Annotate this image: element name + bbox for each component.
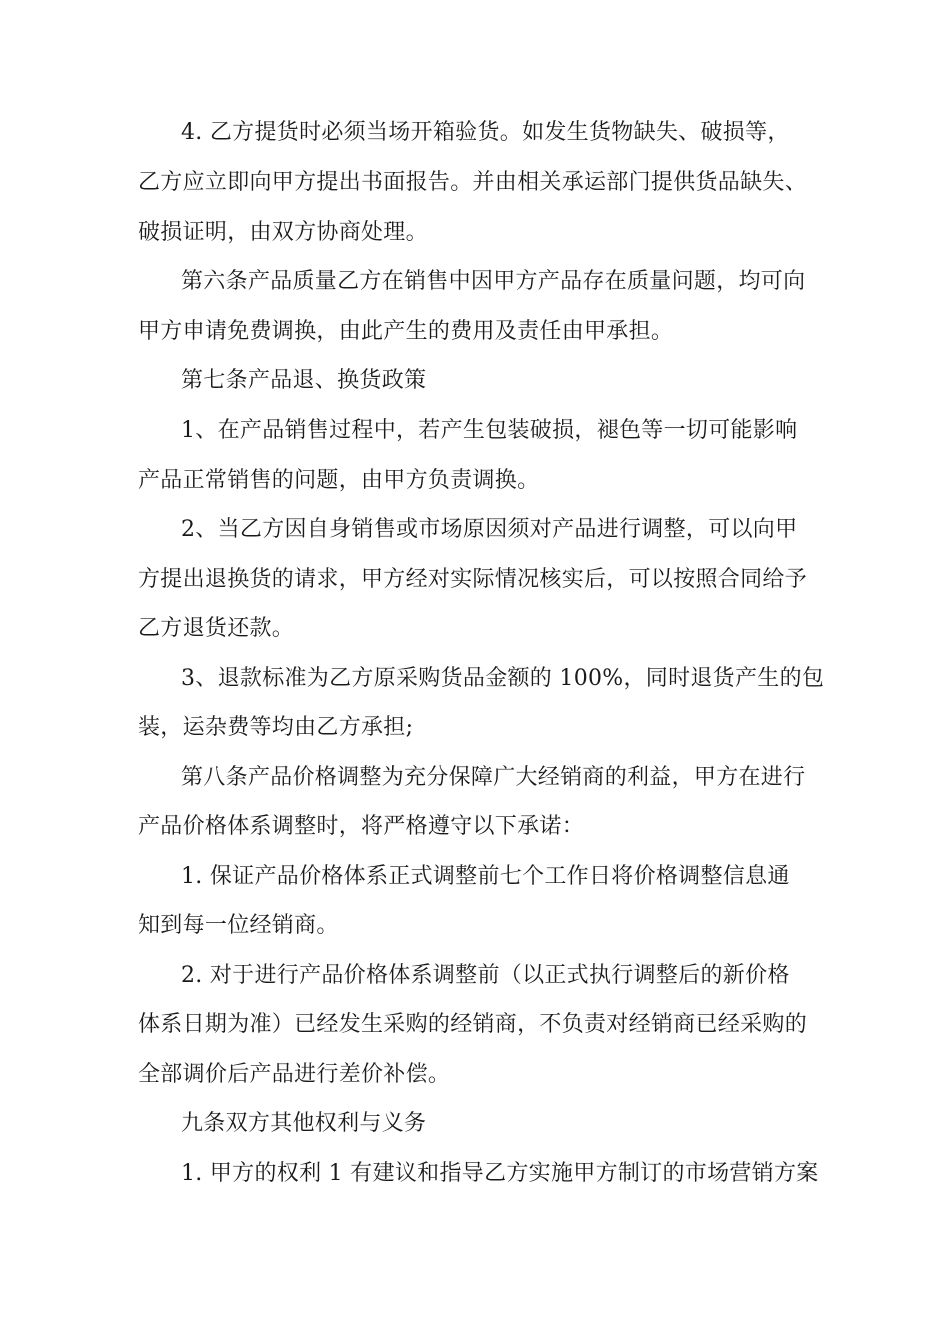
paragraph-line: 知到每一位经销商。 — [138, 913, 339, 938]
paragraph-line: 体系日期为准）已经发生采购的经销商，不负责对经销商已经采购的 — [138, 1012, 808, 1037]
paragraph-line: 方提出退换货的请求，甲方经对实际情况核实后，可以按照合同给予 — [138, 567, 808, 592]
paragraph-line: 2. 对于进行产品价格体系调整前（以正式执行调整后的新价格 — [181, 963, 790, 988]
paragraph-line: 第八条产品价格调整为充分保障广大经销商的利益，甲方在进行 — [181, 765, 806, 790]
paragraph-line: 全部调价后产品进行差价补偿。 — [138, 1062, 451, 1087]
paragraph-line: 甲方申请免费调换，由此产生的费用及责任由甲承担。 — [138, 319, 674, 344]
paragraph-line: 1、在产品销售过程中，若产生包装破损，褪色等一切可能影响 — [181, 418, 798, 443]
paragraph-line: 3、退款标准为乙方原采购货品金额的 100%，同时退货产生的包 — [181, 666, 825, 691]
paragraph-line: 1. 甲方的权利 1 有建议和指导乙方实施甲方制订的市场营销方案 — [181, 1161, 819, 1186]
paragraph-line: 产品价格体系调整时，将严格遵守以下承诺： — [138, 814, 585, 839]
paragraph-line: 乙方应立即向甲方提出书面报告。并由相关承运部门提供货品缺失、 — [138, 170, 808, 195]
section-heading: 九条双方其他权利与义务 — [181, 1111, 427, 1136]
paragraph-line: 乙方退货还款。 — [138, 616, 295, 641]
paragraph-line: 1. 保证产品价格体系正式调整前七个工作日将价格调整信息通 — [181, 864, 790, 889]
paragraph-line: 2、当乙方因自身销售或市场原因须对产品进行调整，可以向甲 — [181, 517, 798, 542]
paragraph-line: 产品正常销售的问题，由甲方负责调换。 — [138, 468, 540, 493]
paragraph-line: 破损证明，由双方协商处理。 — [138, 220, 428, 245]
paragraph-line: 第六条产品质量乙方在销售中因甲方产品存在质量问题，均可向 — [181, 269, 806, 294]
paragraph-line: 4. 乙方提货时必须当场开箱验货。如发生货物缺失、破损等， — [181, 120, 790, 145]
section-heading: 第七条产品退、换货政策 — [181, 368, 427, 393]
paragraph-line: 装，运杂费等均由乙方承担; — [138, 715, 414, 740]
